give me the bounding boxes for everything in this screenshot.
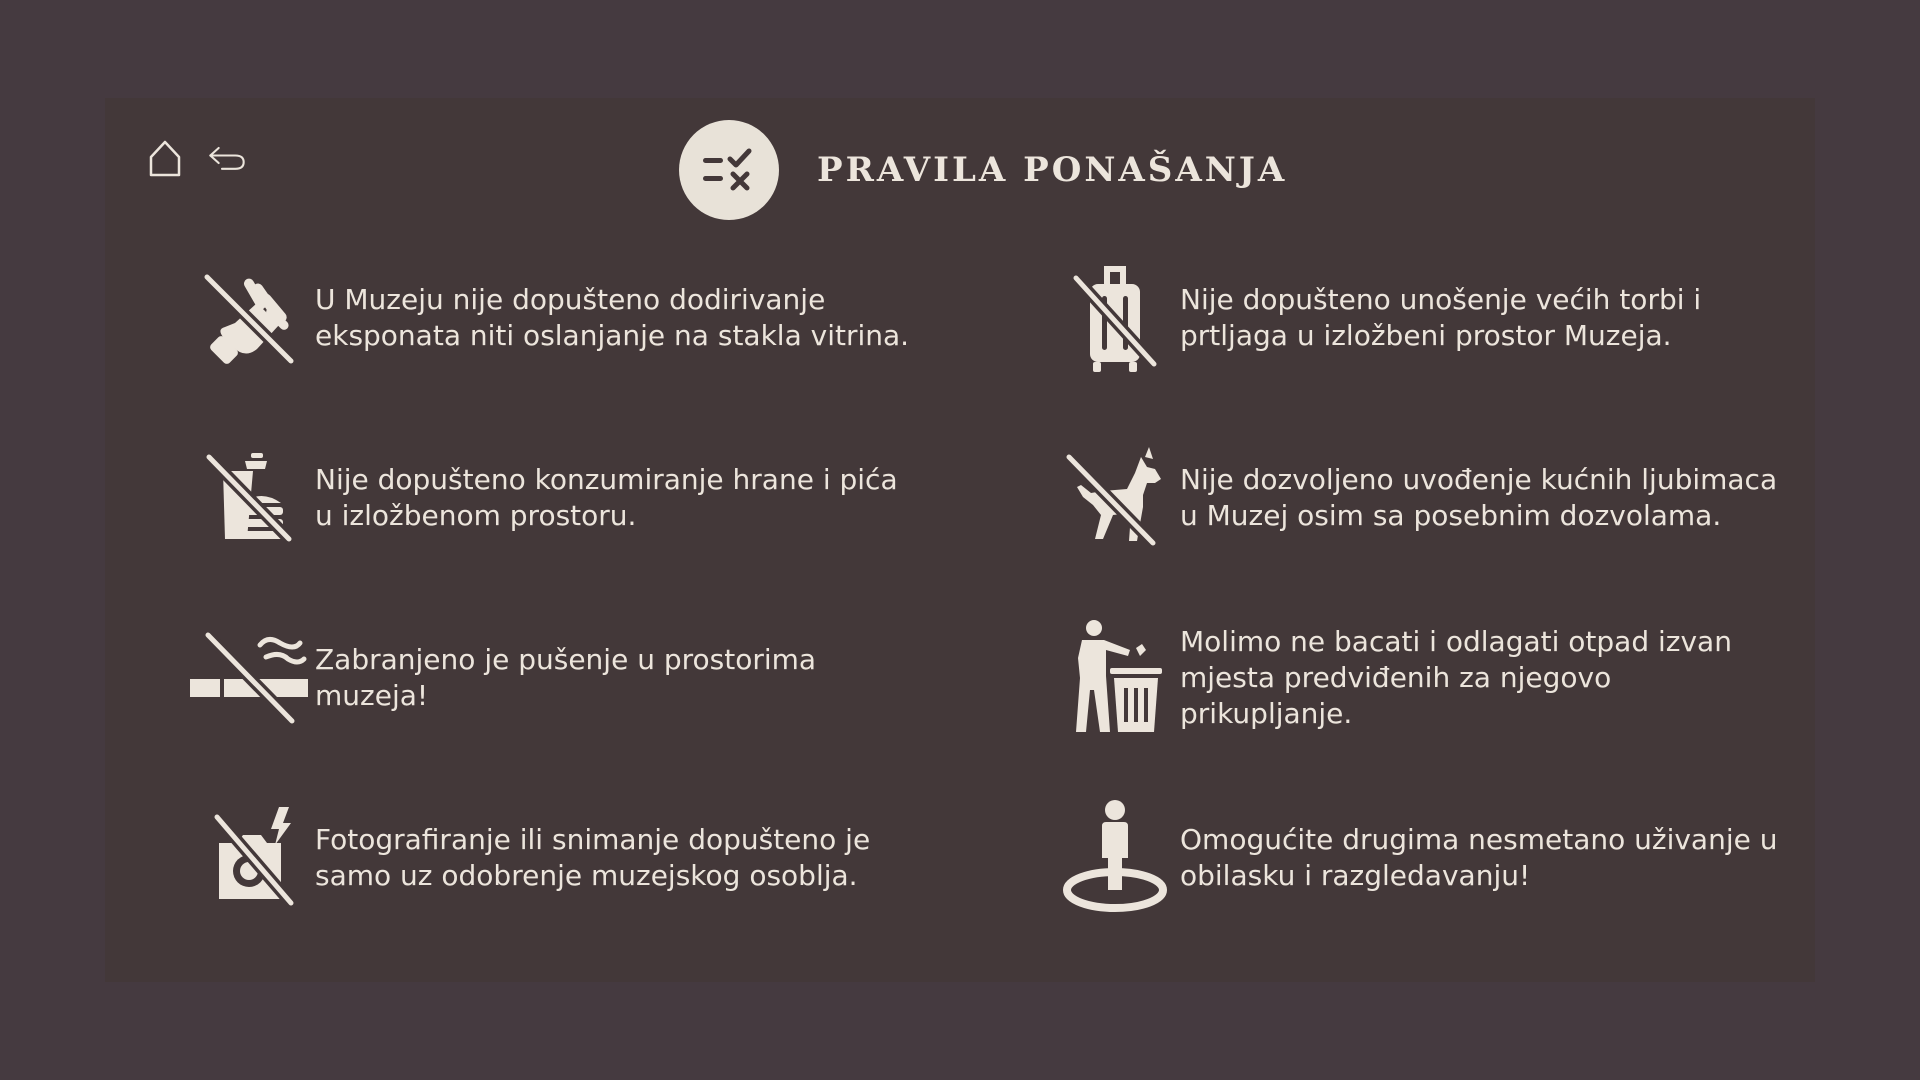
no-smoking-icon [188, 623, 312, 733]
rule-item [1050, 438, 1780, 558]
nav-bar [145, 138, 247, 178]
no-photography-icon [195, 803, 305, 913]
rule-icon-wrap [1050, 258, 1180, 378]
rule-text: Zabranjeno je pušenje u prostorima muzeja! [315, 643, 817, 712]
no-pets-icon [1057, 443, 1173, 553]
home-icon [148, 138, 182, 178]
rule-icon-wrap [185, 798, 315, 918]
back-button[interactable] [207, 138, 247, 178]
rule-text: Nije dozvoljeno uvođenje kućnih ljubimaca u Muzej osim sa posebnim dozvolama. [1180, 463, 1778, 532]
rule-icon-wrap [185, 618, 315, 738]
rule-item [185, 258, 915, 378]
rule-item [1050, 798, 1780, 918]
page-header [679, 120, 1287, 220]
rule-item [185, 798, 915, 918]
rule-text: Fotografiranje ili snimanje dopušteno je samo uz odobrenje muzejskog osoblja. [315, 823, 871, 892]
rule-text: Molimo ne bacati i odlagati otpad izvan mjesta predviđenih za njegovo prikupljanje. [1180, 625, 1732, 730]
rule-item [1050, 618, 1780, 738]
rule-item [185, 618, 915, 738]
rule-text: Nije dopušteno unošenje većih torbi i prtljaga u izložbeni prostor Muzeja. [1180, 283, 1702, 352]
rule-item [1050, 258, 1780, 378]
page-title: PRAVILA PONAŠANJA [817, 150, 1288, 190]
rule-item [185, 438, 915, 558]
rule-icon-wrap [1050, 798, 1180, 918]
header-badge [679, 120, 779, 220]
no-food-drink-icon [195, 443, 305, 553]
back-arrow-icon [207, 140, 247, 176]
rule-icon-wrap [1050, 618, 1180, 738]
rule-text: Omogućite drugima nesmetano uživanje u obilasku i razgledavanju! [1180, 823, 1778, 892]
rule-icon-wrap [1050, 438, 1180, 558]
no-touching-icon [195, 263, 305, 373]
checklist-icon [699, 145, 759, 195]
litter-bin-icon [1060, 618, 1170, 738]
home-button[interactable] [145, 138, 185, 178]
rule-icon-wrap [185, 258, 315, 378]
rule-text: U Muzeju nije dopušteno dodirivanje eksponata niti oslanjanje na stakla vitrina. [315, 283, 910, 352]
rule-icon-wrap [185, 438, 315, 558]
rules-panel [105, 98, 1815, 982]
no-luggage-icon [1060, 260, 1170, 376]
visitor-space-icon [1060, 798, 1170, 918]
rule-text: Nije dopušteno konzumiranje hrane i pića u izložbenom prostoru. [315, 463, 898, 532]
